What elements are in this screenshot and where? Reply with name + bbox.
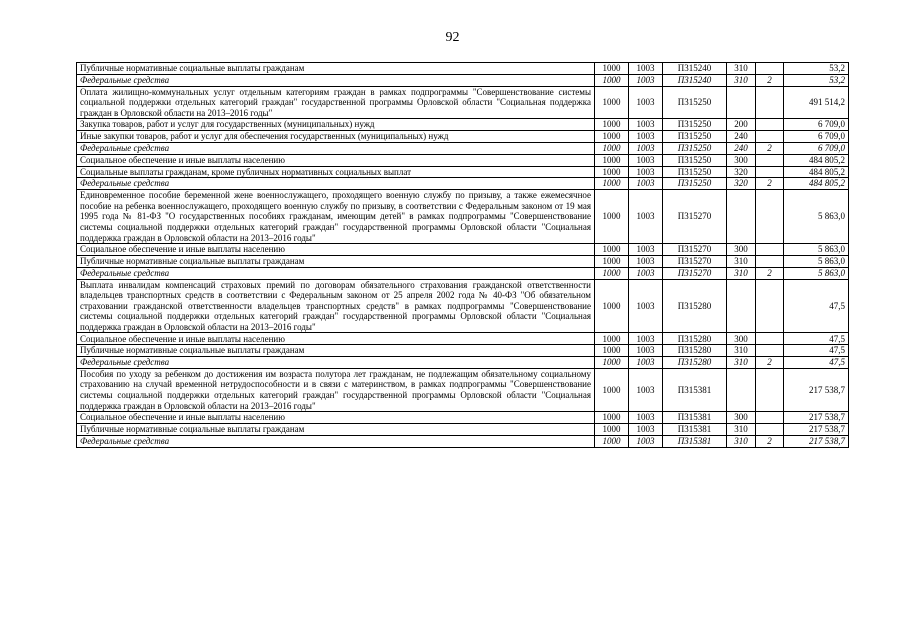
subsection-code: 1003	[629, 255, 663, 267]
section-code: 1000	[595, 131, 629, 143]
row-name: Социальное обеспечение и иные выплаты населению	[77, 333, 595, 345]
kosgu-code	[756, 368, 784, 411]
section-code: 1000	[595, 435, 629, 447]
section-code: 1000	[595, 244, 629, 256]
subsection-code: 1003	[629, 154, 663, 166]
row-name: Публичные нормативные социальные выплаты гражданам	[77, 63, 595, 75]
row-name: Иные закупки товаров, работ и услуг для обеспечения государственных (муниципальных) нужд	[77, 131, 595, 143]
amount: 53,2	[784, 63, 849, 75]
subsection-code: 1003	[629, 142, 663, 154]
expense-type-code	[727, 368, 756, 411]
table-row	[77, 255, 849, 267]
subsection-code: 1003	[629, 190, 663, 244]
subsection-code: 1003	[629, 267, 663, 279]
target-code: П315240	[663, 74, 727, 86]
row-name: Федеральные средства	[77, 357, 595, 369]
kosgu-code: 2	[756, 435, 784, 447]
table-row-federal	[77, 435, 849, 447]
expense-type-code: 300	[727, 333, 756, 345]
target-code: П315250	[663, 119, 727, 131]
section-code: 1000	[595, 190, 629, 244]
target-code: П315270	[663, 190, 727, 244]
expense-type-code: 310	[727, 357, 756, 369]
subsection-code: 1003	[629, 244, 663, 256]
table-row	[77, 368, 849, 411]
amount: 484 805,2	[784, 178, 849, 190]
subsection-code: 1003	[629, 119, 663, 131]
section-code: 1000	[595, 333, 629, 345]
expense-type-code	[727, 279, 756, 333]
expense-type-code: 310	[727, 63, 756, 75]
section-code: 1000	[595, 166, 629, 178]
subsection-code: 1003	[629, 357, 663, 369]
kosgu-code	[756, 190, 784, 244]
row-name: Социальное обеспечение и иные выплаты населению	[77, 154, 595, 166]
row-name: Федеральные средства	[77, 178, 595, 190]
amount: 484 805,2	[784, 166, 849, 178]
expense-type-code: 310	[727, 435, 756, 447]
row-name: Федеральные средства	[77, 74, 595, 86]
section-code: 1000	[595, 86, 629, 119]
subsection-code: 1003	[629, 424, 663, 436]
table-row	[77, 86, 849, 119]
row-name: Федеральные средства	[77, 435, 595, 447]
kosgu-code: 2	[756, 357, 784, 369]
amount: 53,2	[784, 74, 849, 86]
target-code: П315250	[663, 154, 727, 166]
amount: 217 538,7	[784, 424, 849, 436]
row-name: Публичные нормативные социальные выплаты гражданам	[77, 255, 595, 267]
table-row	[77, 154, 849, 166]
target-code: П315381	[663, 368, 727, 411]
table-row	[77, 131, 849, 143]
table-row	[77, 63, 849, 75]
table-row	[77, 424, 849, 436]
row-name: Единовременное пособие беременной жене военнослужащего, проходящего военную службу по призыву, а также ежемесячное пособие на ребенка военнослужащего, проходящего военную службу по призыву, в соответствии с Федеральным законом от 19 мая 1995 года № 81-ФЗ "О государственных пособиях гражданам, имеющим детей" в рамках подпрограммы "Совершенствование системы социальной поддержки отдельных категорий граждан" государственной программы Орловской области "Социальная поддержка граждан в Орловской области на 2013–2016 годы"	[77, 190, 595, 244]
section-code: 1000	[595, 255, 629, 267]
amount: 217 538,7	[784, 368, 849, 411]
target-code: П315250	[663, 142, 727, 154]
target-code: П315270	[663, 244, 727, 256]
amount: 47,5	[784, 279, 849, 333]
subsection-code: 1003	[629, 131, 663, 143]
subsection-code: 1003	[629, 345, 663, 357]
kosgu-code	[756, 131, 784, 143]
row-name: Оплата жилищно-коммунальных услуг отдельным категориям граждан в рамках подпрограммы "Совершенствование системы социальной поддержки отдельных категорий граждан" государственной программы Орловской области "Социальная поддержка граждан в Орловской области на 2013–2016 годы"	[77, 86, 595, 119]
target-code: П315250	[663, 131, 727, 143]
section-code: 1000	[595, 267, 629, 279]
target-code: П315270	[663, 255, 727, 267]
target-code: П315280	[663, 279, 727, 333]
table-row-federal	[77, 357, 849, 369]
target-code: П315280	[663, 345, 727, 357]
table-row	[77, 345, 849, 357]
amount: 6 709,0	[784, 119, 849, 131]
expense-type-code: 310	[727, 74, 756, 86]
expense-type-code: 310	[727, 255, 756, 267]
kosgu-code: 2	[756, 142, 784, 154]
table-row	[77, 190, 849, 244]
page-number: 92	[445, 30, 460, 45]
target-code: П315280	[663, 333, 727, 345]
section-code: 1000	[595, 357, 629, 369]
target-code: П315270	[663, 267, 727, 279]
table-row-federal	[77, 142, 849, 154]
section-code: 1000	[595, 178, 629, 190]
row-name: Социальное обеспечение и иные выплаты населению	[77, 412, 595, 424]
amount: 6 709,0	[784, 142, 849, 154]
kosgu-code	[756, 63, 784, 75]
kosgu-code	[756, 86, 784, 119]
target-code: П315280	[663, 357, 727, 369]
section-code: 1000	[595, 63, 629, 75]
subsection-code: 1003	[629, 74, 663, 86]
expense-type-code: 300	[727, 244, 756, 256]
row-name: Социальное обеспечение и иные выплаты населению	[77, 244, 595, 256]
subsection-code: 1003	[629, 166, 663, 178]
table-row-federal	[77, 74, 849, 86]
target-code: П315381	[663, 412, 727, 424]
subsection-code: 1003	[629, 368, 663, 411]
subsection-code: 1003	[629, 435, 663, 447]
subsection-code: 1003	[629, 178, 663, 190]
amount: 5 863,0	[784, 190, 849, 244]
subsection-code: 1003	[629, 333, 663, 345]
kosgu-code	[756, 255, 784, 267]
row-name: Пособия по уходу за ребенком до достижения им возраста полутора лет гражданам, не подлежащим обязательному социальному страхованию на случай временной нетрудоспособности и в связи с материнством, в рамках подпрограммы "Совершенствование системы социальной поддержки отдельных категорий граждан" государственной программы Орловской области "Социальная поддержка граждан в Орловской области на 2013–2016 годы"	[77, 368, 595, 411]
subsection-code: 1003	[629, 86, 663, 119]
expense-type-code: 320	[727, 178, 756, 190]
amount: 47,5	[784, 345, 849, 357]
expense-type-code	[727, 190, 756, 244]
target-code: П315250	[663, 166, 727, 178]
expense-type-code: 200	[727, 119, 756, 131]
subsection-code: 1003	[629, 63, 663, 75]
row-name: Социальные выплаты гражданам, кроме публичных нормативных социальных выплат	[77, 166, 595, 178]
row-name: Федеральные средства	[77, 267, 595, 279]
row-name: Публичные нормативные социальные выплаты гражданам	[77, 424, 595, 436]
table-row	[77, 119, 849, 131]
row-name: Публичные нормативные социальные выплаты гражданам	[77, 345, 595, 357]
target-code: П315381	[663, 424, 727, 436]
amount: 5 863,0	[784, 244, 849, 256]
table-row-federal	[77, 267, 849, 279]
target-code: П315250	[663, 178, 727, 190]
row-name: Выплата инвалидам компенсаций страховых премий по договорам обязательного страхования гражданской ответственности владельцев транспортных средств в соответствии с Федеральным законом от 25 апреля 2002 года № 40-ФЗ "Об обязательном страховании гражданской ответственности владельцев транспортных средств" в рамках подпрограммы "Совершенствование системы социальной поддержки отдельных категорий граждан" государственной программы Орловской области "Социальная поддержка граждан в Орловской области на 2013–2016 годы"	[77, 279, 595, 333]
budget-table	[76, 62, 849, 448]
kosgu-code	[756, 333, 784, 345]
amount: 5 863,0	[784, 267, 849, 279]
expense-type-code	[727, 86, 756, 119]
section-code: 1000	[595, 119, 629, 131]
amount: 47,5	[784, 333, 849, 345]
section-code: 1000	[595, 368, 629, 411]
section-code: 1000	[595, 154, 629, 166]
amount: 47,5	[784, 357, 849, 369]
target-code: П315240	[663, 63, 727, 75]
section-code: 1000	[595, 142, 629, 154]
amount: 484 805,2	[784, 154, 849, 166]
table-body	[77, 63, 849, 448]
amount: 6 709,0	[784, 131, 849, 143]
table-row-federal	[77, 178, 849, 190]
kosgu-code	[756, 279, 784, 333]
target-code: П315250	[663, 86, 727, 119]
table-row	[77, 166, 849, 178]
kosgu-code	[756, 412, 784, 424]
amount: 217 538,7	[784, 412, 849, 424]
amount: 5 863,0	[784, 255, 849, 267]
row-name: Федеральные средства	[77, 142, 595, 154]
expense-type-code: 240	[727, 142, 756, 154]
kosgu-code: 2	[756, 178, 784, 190]
expense-type-code: 310	[727, 345, 756, 357]
target-code: П315381	[663, 435, 727, 447]
section-code: 1000	[595, 74, 629, 86]
section-code: 1000	[595, 412, 629, 424]
expense-type-code: 310	[727, 267, 756, 279]
expense-type-code: 310	[727, 424, 756, 436]
expense-type-code: 320	[727, 166, 756, 178]
kosgu-code	[756, 154, 784, 166]
kosgu-code	[756, 424, 784, 436]
kosgu-code	[756, 119, 784, 131]
kosgu-code: 2	[756, 267, 784, 279]
kosgu-code	[756, 244, 784, 256]
expense-type-code: 240	[727, 131, 756, 143]
table-row	[77, 244, 849, 256]
subsection-code: 1003	[629, 279, 663, 333]
table-row	[77, 333, 849, 345]
kosgu-code: 2	[756, 74, 784, 86]
kosgu-code	[756, 166, 784, 178]
section-code: 1000	[595, 424, 629, 436]
table-row	[77, 412, 849, 424]
expense-type-code: 300	[727, 154, 756, 166]
kosgu-code	[756, 345, 784, 357]
expense-type-code: 300	[727, 412, 756, 424]
section-code: 1000	[595, 345, 629, 357]
subsection-code: 1003	[629, 412, 663, 424]
amount: 491 514,2	[784, 86, 849, 119]
table-row	[77, 279, 849, 333]
amount: 217 538,7	[784, 435, 849, 447]
row-name: Закупка товаров, работ и услуг для государственных (муниципальных) нужд	[77, 119, 595, 131]
section-code: 1000	[595, 279, 629, 333]
